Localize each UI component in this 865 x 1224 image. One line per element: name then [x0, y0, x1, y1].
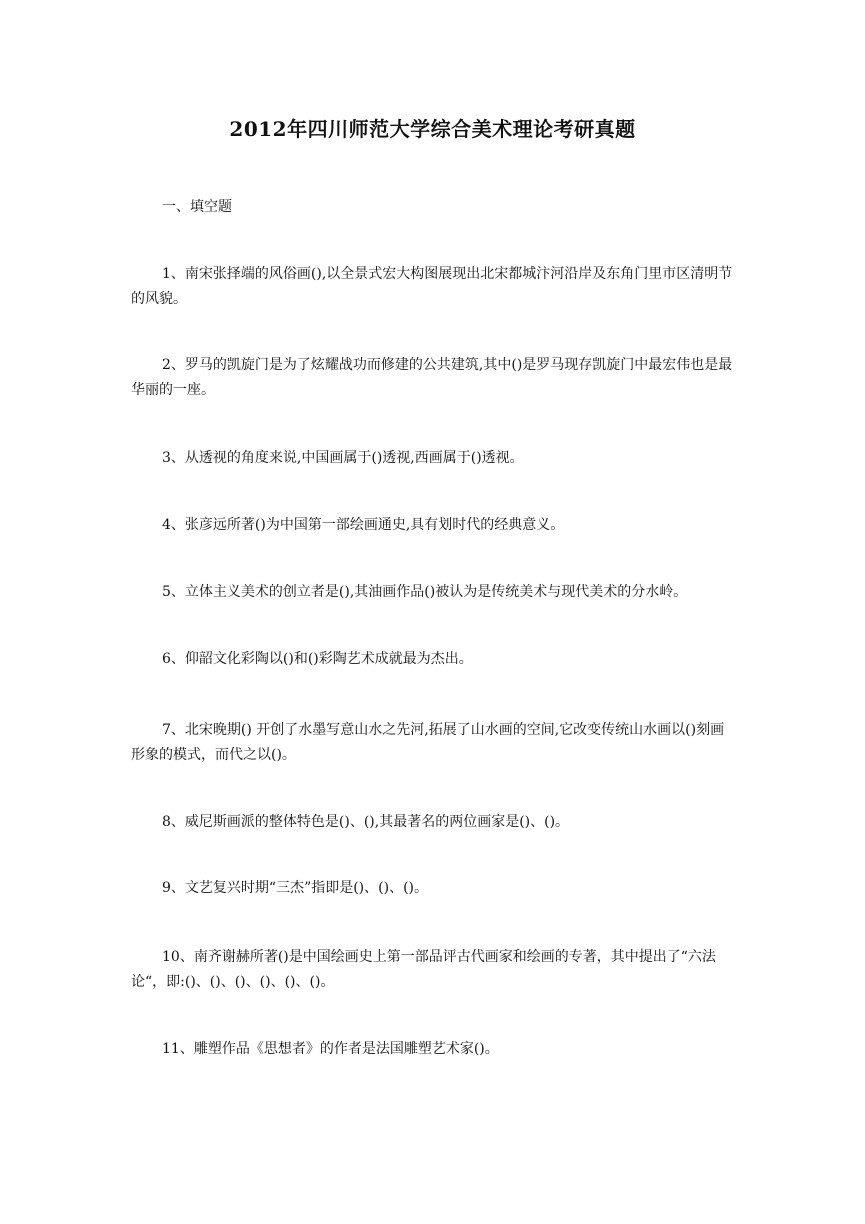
- document-title: 2012年四川师范大学综合美术理论考研真题: [229, 117, 636, 141]
- question-10: 10、南齐谢赫所著()是中国绘画史上第一部品评古代画家和绘画的专著，其中提出了“六法论“，即:()、()、()、()、()、()。: [131, 949, 716, 990]
- question-5: 5、立体主义美术的创立者是(),其油画作品()被认为是传统美术与现代美术的分水岭。: [162, 584, 688, 600]
- question-7: 7、北宋晚期() 开创了水墨写意山水之先河,拓展了山水画的空间,它改变传统山水画以()刻画形象的模式，而代之以()。: [131, 722, 725, 763]
- question-4: 4、张彦远所著()为中国第一部绘画通史,具有划时代的经典意义。: [162, 517, 565, 533]
- question-3: 3、从透视的角度来说,中国画属于()透视,西画属于()透视。: [162, 450, 524, 466]
- question-8: 8、威尼斯画派的整体特色是()、(),其最著名的两位画家是()、()。: [162, 814, 570, 830]
- question-1: 1、南宋张择端的风俗画(),以全景式宏大构图展现出北宋都城汴河沿岸及东角门里市区清明节的风貌。: [131, 266, 733, 307]
- question-11: 11、雕塑作品《思想者》的作者是法国雕塑艺术家()。: [162, 1041, 499, 1057]
- question-2: 2、罗马的凯旋门是为了炫耀战功而修建的公共建筑,其中()是罗马现存凯旋门中最宏伟也是最华丽的一座。: [131, 357, 733, 398]
- section-heading: 一、填空题: [162, 199, 232, 215]
- question-6: 6、仰韶文化彩陶以()和()彩陶艺术成就最为杰出。: [162, 651, 473, 667]
- question-9: 9、文艺复兴时期“三杰”指即是()、()、()。: [162, 880, 428, 896]
